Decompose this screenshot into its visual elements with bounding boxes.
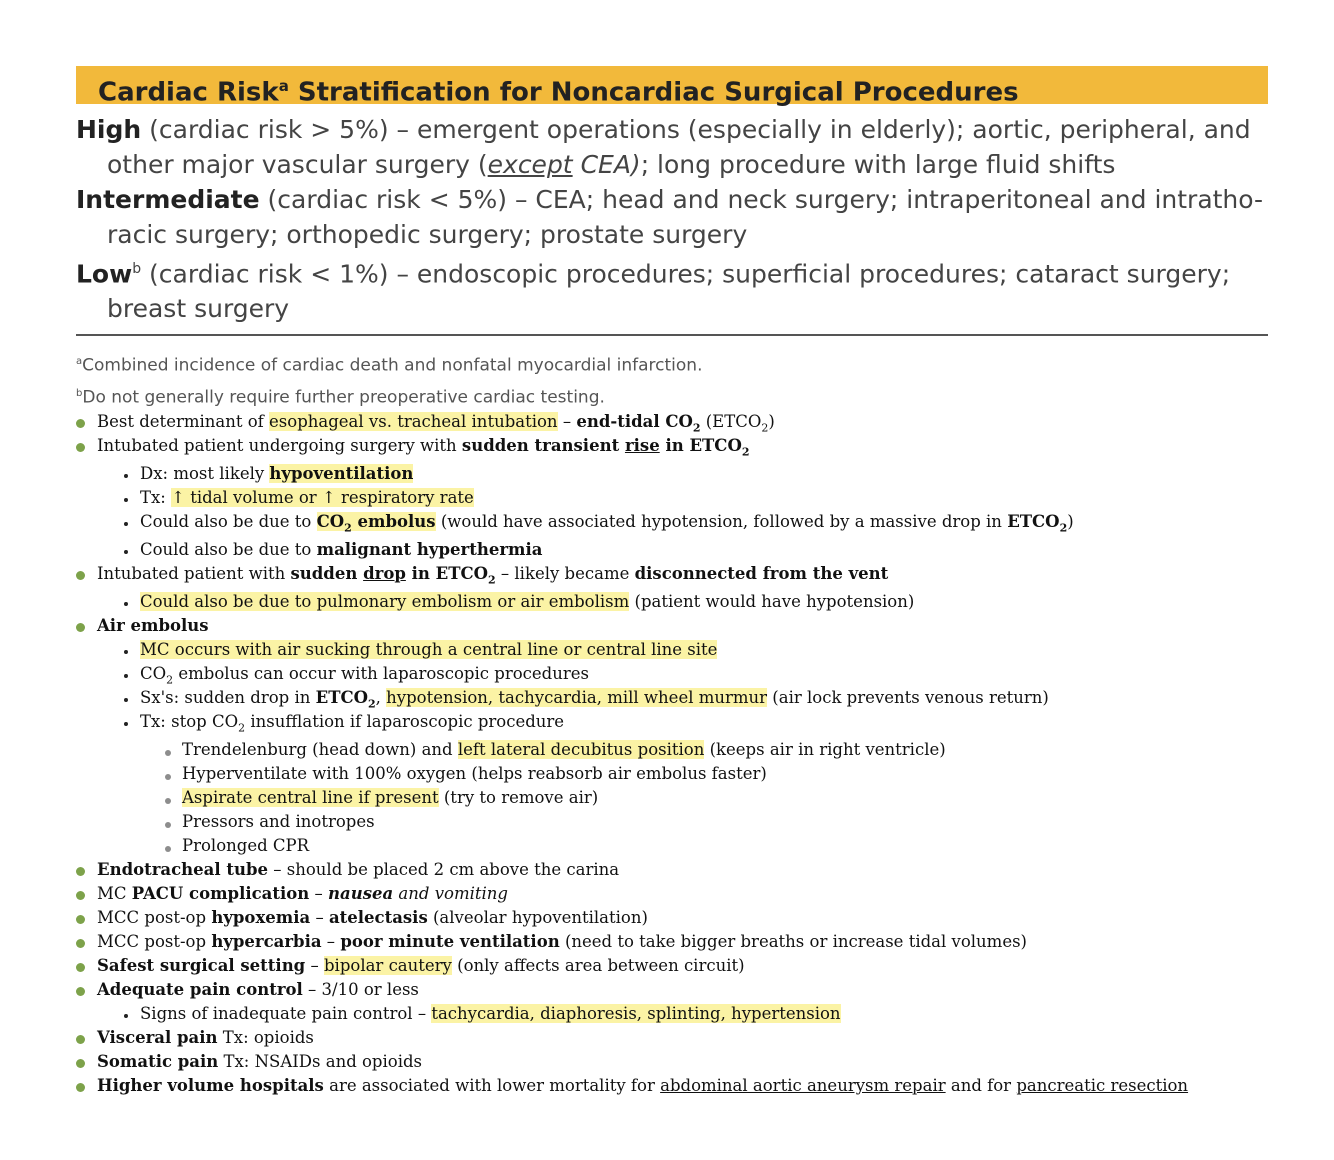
- note-hypoxemia: MCC post-op hypoxemia – atelectasis (alveolar hypoventilation): [76, 906, 1316, 930]
- note-visceral-pain: Visceral pain Tx: opioids: [76, 1026, 1316, 1050]
- table-footnotes: [76, 348, 1268, 411]
- note-etco2-rise: Intubated patient undergoing surgery with sudden transient rise in $ETCO_2$: [76, 434, 1316, 458]
- sub-note-pulmonary-embolism: Could also be due to pulmonary embolism or air embolism (patient would have hypotension): [76, 590, 1316, 614]
- footnote-b: $^b$Do not generally require further preoperative cardiac testing.: [76, 387, 605, 408]
- notes-list: [76, 410, 1316, 1098]
- note-high-volume-hospitals: Higher volume hospitals are associated with lower mortality for abdominal aortic aneurysm repair and for pancreatic resection: [76, 1074, 1316, 1098]
- table-title: Cardiac Risk$^a$ Stratification for Noncardiac Surgical Procedures: [76, 66, 1268, 104]
- sub-note-symptoms: Sx's: sudden drop in $ETCO_2$, hypotension, tachycardia, mill wheel murmur (air lock prevents venous return): [76, 686, 1316, 710]
- sub-sub-note-aspirate: Aspirate central line if present (try to remove air): [76, 786, 1316, 810]
- note-hypercarbia: MCC post-op hypercarbia – poor minute ventilation (need to take bigger breaths or increase tidal volumes): [76, 930, 1316, 954]
- sub-sub-note-trendelenburg: Trendelenburg (head down) and left lateral decubitus position (keeps air in right ventricle): [76, 738, 1316, 762]
- note-pacu-complication: MC PACU complication – nausea and vomiting: [76, 882, 1316, 906]
- sub-note-tx-tidal-volume: Tx: ↑ tidal volume or ↑ respiratory rate: [76, 486, 1316, 510]
- footnote-a: $^a$Combined incidence of cardiac death and nonfatal myocardial infarction.: [76, 355, 703, 376]
- note-safest-setting: Safest surgical setting – bipolar cautery (only affects area between circuit): [76, 954, 1316, 978]
- sub-sub-note-hyperventilate: Hyperventilate with 100% oxygen (helps reabsorb air embolus faster): [76, 762, 1316, 786]
- sub-note-co2-embolus: Could also be due to $CO_2$ embolus (would have associated hypotension, followed by a massive drop in $ETCO_2$): [76, 510, 1316, 534]
- sub-note-dx-hypoventilation: Dx: most likely hypoventilation: [76, 462, 1316, 486]
- risk-row-intermediate: Intermediate (cardiac risk < 5%) – CEA; head and neck surgery; intraperitoneal and intratho-racic surgery; orthopedic surgery; prostate surgery: [76, 185, 1264, 249]
- risk-rows: [76, 104, 1268, 336]
- note-air-embolus: Air embolus: [76, 614, 1316, 638]
- note-etco2-intubation: Best determinant of esophageal vs. tracheal intubation – end-tidal $CO_2$ $(ETCO_2)$: [76, 410, 1316, 434]
- sub-note-treatment: Tx: stop $CO_2$ insufflation if laparoscopic procedure: [76, 710, 1316, 734]
- risk-row-low: Low$^b$ (cardiac risk < 1%) – endoscopic procedures; superficial procedures; cataract surgery; breast surgery: [76, 259, 1231, 324]
- note-pain-control: Adequate pain control – 3/10 or less: [76, 978, 1316, 1002]
- note-somatic-pain: Somatic pain Tx: NSAIDs and opioids: [76, 1050, 1316, 1074]
- sub-note-mc-central-line: MC occurs with air sucking through a central line or central line site: [76, 638, 1316, 662]
- cardiac-risk-table: [76, 66, 1268, 412]
- risk-row-high: High (cardiac risk > 5%) – emergent operations (especially in elderly); aortic, peripheral, and other major vascular surgery (except CEA); long procedure with large fluid shifts: [76, 115, 1251, 179]
- note-etco2-drop: Intubated patient with sudden drop in $ETCO_2$ – likely became disconnected from the vent: [76, 562, 1316, 586]
- sub-note-inadequate-pain: Signs of inadequate pain control – tachycardia, diaphoresis, splinting, hypertension: [76, 1002, 1316, 1026]
- sub-sub-note-pressors: Pressors and inotropes: [76, 810, 1316, 834]
- sub-note-laparoscopic: $CO_2$ embolus can occur with laparoscopic procedures: [76, 662, 1316, 686]
- sub-note-malignant-hyperthermia: Could also be due to malignant hyperthermia: [76, 538, 1316, 562]
- note-endotracheal-tube: Endotracheal tube – should be placed 2 cm above the carina: [76, 858, 1316, 882]
- sub-sub-note-cpr: Prolonged CPR: [76, 834, 1316, 858]
